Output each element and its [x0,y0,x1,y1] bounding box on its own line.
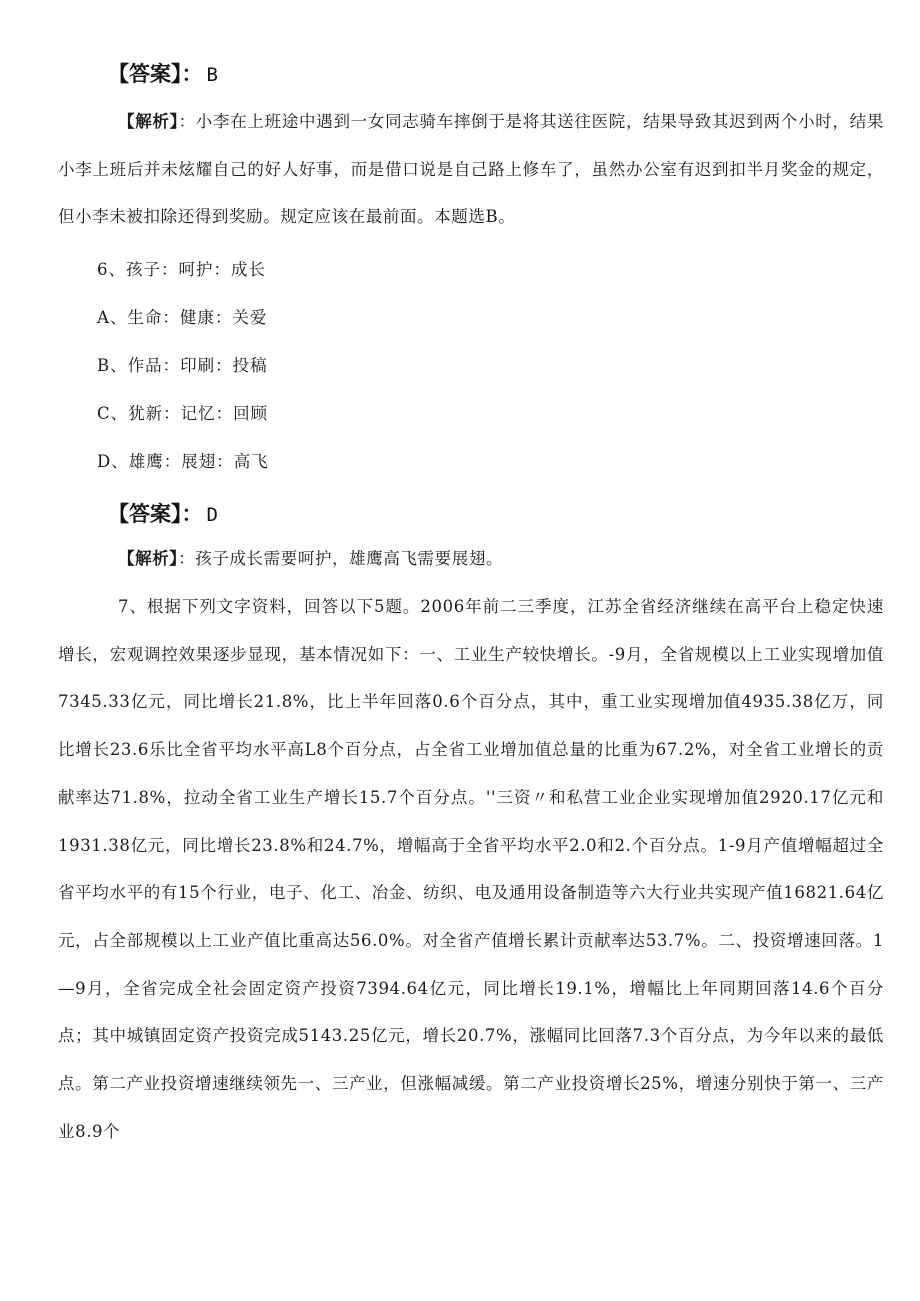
analysis-paragraph-q6 [58,535,884,583]
analysis-label: 【解析】 [118,549,179,568]
answer-label: 【答案】： [108,502,203,526]
question-stem-q6: 6、孩子：呵护：成长 [97,260,266,279]
analysis-label: 【解析】 [118,112,179,131]
answer-label: 【答案】： [108,62,203,86]
answer-line-q5 [108,58,218,88]
option-a: A、生命：健康：关爱 [97,308,268,327]
option-c: C、犹新：记忆：回顾 [97,404,269,423]
option-b: B、作品：印刷：投稿 [97,356,268,375]
answer-value: D [206,504,218,526]
answer-line-q6 [108,498,218,528]
analysis-text: ：小李在上班途中遇到一女同志骑车摔倒于是将其送往医院，结果导致其迟到两个小时，结果小李上班后并未炫耀自己的好人好事，而是借口说是自己路上修车了，虽然办公室有迟到扣半月奖金的规定，但小李未被扣除还得到奖励。规定应该在最前面。本题选B。 [58,112,884,227]
analysis-paragraph-q5 [58,98,884,241]
passage-paragraph-q7: 7、根据下列文字资料，回答以下5题。2006年前二三季度，江苏全省经济继续在高平台上稳定快速增长，宏观调控效果逐步显现，基本情况如下：一、工业生产较快增长。-9月，全省规模以上工业实现增加值7345.33亿元，同比增长21.8%，比上半年回落0.6个百分点，其中，重工业实现增加值4935.38亿万，同比增长23.6乐比全省平均水平高L8个百分点，占全省工业增加值总量的比重为67.2%，对全省工业增长的贡献率达71.8%，拉动全省工业生产增长15.7个百分点。''三资〃和私营工业企业实现增加值2920.17亿元和1931.38亿元，同比增长23.8%和24.7%，增幅高于全省平均水平2.0和2.个百分点。1-9月产值增幅超过全省平均水平的有15个行业，电子、化工、冶金、纺织、电及通用设备制造等六大行业共实现产值16821.64亿元，占全部规模以上工业产值比重高达56.0%。对全省产值增长累计贡献率达53.7%。二、投资增速回落。1—9月，全省完成全社会固定资产投资7394.64亿元，同比增长19.1%，增幅比上年同期回落14.6个百分点；其中城镇固定资产投资完成5143.25亿元，增长20.7%，涨幅同比回落7.3个百分点，为今年以来的最低点。第二产业投资增速继续领先一、三产业，但涨幅减缓。第二产业投资增长25%，增速分别快于第一、三产业8.9个 [58,597,884,1141]
option-d: D、雄鹰：展翅：高飞 [97,452,269,471]
analysis-text: ：孩子成长需要呵护，雄鹰高飞需要展翅。 [178,549,504,568]
answer-value: B [206,64,218,86]
